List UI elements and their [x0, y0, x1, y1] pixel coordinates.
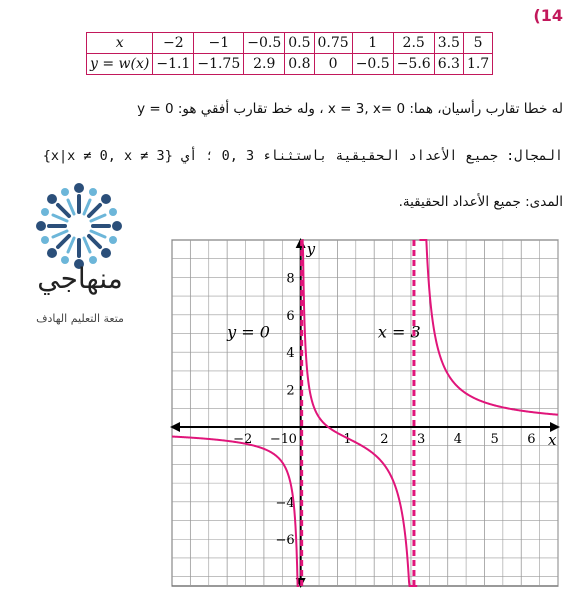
function-curve [419, 240, 558, 415]
table-row [87, 54, 493, 75]
table-cell: 5 [463, 33, 492, 54]
asymptote-annotation: y = 0 [227, 322, 270, 342]
table-cell: 3.5 [434, 33, 463, 54]
value-table [86, 32, 493, 75]
x-tick-label: 3 [416, 432, 426, 448]
table-cell: 0.8 [285, 54, 314, 75]
x-tick-label: 0 [288, 432, 297, 448]
table-cell: −5.6 [393, 54, 434, 75]
asymptotes-text: له خطا تقارب رأسيان، هما: x = 3, x= 0 ، وله خط تقارب أفقي هو: y = 0 [137, 101, 563, 117]
y-tick-label: 2 [286, 383, 295, 399]
x-tick-label: 4 [453, 432, 462, 448]
y-tick-label: −6 [275, 533, 295, 549]
table-row [87, 33, 493, 54]
table-cell: 0 [314, 54, 352, 75]
x-tick-label: −2 [233, 432, 253, 448]
x-tick-label: 2 [380, 432, 389, 448]
function-curve [172, 437, 299, 586]
table-cell: 1 [352, 33, 393, 54]
table-cell: x [87, 33, 153, 54]
range-text: المدى: جميع الأعداد الحقيقية. [398, 194, 563, 210]
table-cell: 2.9 [244, 54, 285, 75]
logo-name: منهاجي [37, 262, 123, 295]
table-cell: −0.5 [352, 54, 393, 75]
function-graph [170, 236, 570, 588]
table-cell: 2.5 [393, 33, 434, 54]
y-tick-label: 4 [286, 346, 295, 362]
y-tick-label: 8 [286, 271, 295, 287]
table-cell: −1 [194, 33, 244, 54]
table-cell: 0.75 [314, 33, 352, 54]
function-curve [302, 240, 417, 586]
x-tick-label: 5 [490, 432, 499, 448]
graph-frame [172, 240, 558, 586]
x-tick-label: −1 [269, 432, 290, 448]
y-tick-label: −4 [275, 495, 295, 511]
y-axis-label: y [306, 240, 316, 258]
table-cell: y = w(x) [87, 54, 153, 75]
table-cell: 0.5 [285, 33, 314, 54]
y-tick-label: 6 [286, 308, 295, 324]
domain-text: المجال: جميع الأعداد الحقيقية باستثناء 3 ,0 ؛ أي {x|x ≠ 0, x ≠ 3} [42, 148, 563, 164]
table-cell: −0.5 [244, 33, 285, 54]
logo-tagline: متعة التعليم الهادف [36, 312, 124, 325]
table-cell: 6.3 [434, 54, 463, 75]
table-cell: 1.7 [463, 54, 492, 75]
table-cell: −1.1 [153, 54, 194, 75]
asymptote-annotation: x = 3 [377, 322, 421, 342]
problem-number: (14 [533, 6, 563, 25]
x-tick-label: 1 [343, 432, 352, 448]
table-cell: −2 [153, 33, 194, 54]
x-tick-label: 6 [527, 432, 536, 448]
x-axis-label: x [548, 431, 557, 450]
table-cell: −1.75 [194, 54, 244, 75]
